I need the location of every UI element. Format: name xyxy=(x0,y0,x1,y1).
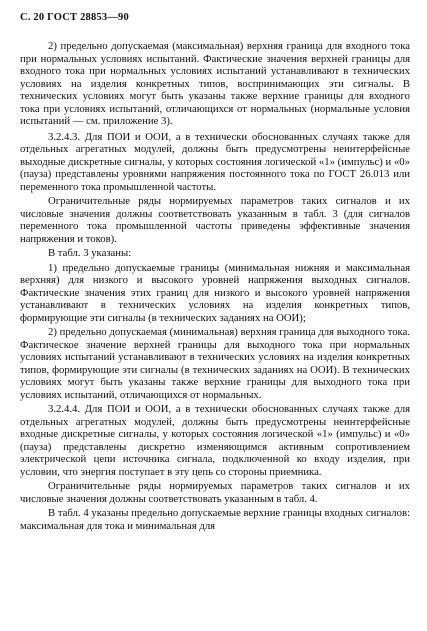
section-3-2-4-3-paragraph: 3.2.4.3. Для ПОИ и ООИ, а в технически обоснованных случаях также для отдельных агрегатных модулей, должны быть предусмотрены неинтерфейсные выходные дискретные сигналы, у которых состояния логической «1» (импульс) и «0» (пауза) представлены уровнями напряжения постоянного тока по ГОСТ 26.013 или переменного тока промышленной частоты. xyxy=(20,130,410,193)
paragraph: Ограничительные ряды нормируемых параметров таких сигналов и их числовые значения должны соответствовать указанным в табл. 4. xyxy=(20,480,410,505)
section-3-2-4-4-paragraph: 3.2.4.4. Для ПОИ и ООИ, а в технически обоснованных случаях также для отдельных агрегатных модулей, должны быть предусмотрены неинтерфейсные входные дискретные сигналы, у которых состояния логической «1» (импульс) и «0» (пауза) представлены дискретно изменяющимся активным сопротивлением электрической цепи источника сигнала, подключенной ко входу изделия, при условии, что энергия поступает в эту цепь со стороны приемника. xyxy=(20,403,410,478)
paragraph: В табл. 4 указаны предельно допускаемые верхние границы входных сигналов: максимальная для тока и минимальная для xyxy=(20,507,410,532)
paragraph: 2) предельно допускаемая (максимальная) верхняя граница для входного тока при нормальных условиях испытаний. Фактические значения верхней границы для входного тока при нормальных условиях испытаний устанавливают в технических условиях на изделия конкретных типов, воспринимающих эти сигналы. В технических условиях могут быть указаны также верхние границы для входного тока при условиях испытаний, отличающихся от нормальных (нормальные условия испытаний — см. приложение 3). xyxy=(20,40,410,127)
paragraph: Ограничительные ряды нормируемых параметров таких сигналов и их числовые значения должны соответствовать указанным в табл. 3 (для сигналов переменного тока промышленной частоты приведены эффективные значения напряжения и токов). xyxy=(20,195,410,245)
paragraph: В табл. 3 указаны: xyxy=(48,247,132,259)
list-item-paragraph: 2) предельно допускаемая (минимальная) верхняя граница для выходного тока. Фактическое значение верхней границы для выходного тока при нормальных условиях испытаний устанавливают в технических условиях на изделия конкретных типов, формирующие эти сигналы (в технических заданиях на ООИ). В технических условиях могут быть указаны также верхние границы для выходного тока при условиях испытаний, отличающихся от нормальных. xyxy=(20,326,410,401)
page-header: С. 20 ГОСТ 28853—90 xyxy=(20,12,129,23)
list-item-paragraph: 1) предельно допускаемые границы (минимальная нижняя и максимальная верхняя) для низкого и высокого уровней напряжения выходных сигналов. Фактические значения этих границ для низкого и высокого уровней напряжения устанавливают в технических условиях на изделия конкретных типов, формирующие эти сигналы (в технических заданиях на ООИ); xyxy=(20,261,410,324)
document-body xyxy=(20,40,410,534)
